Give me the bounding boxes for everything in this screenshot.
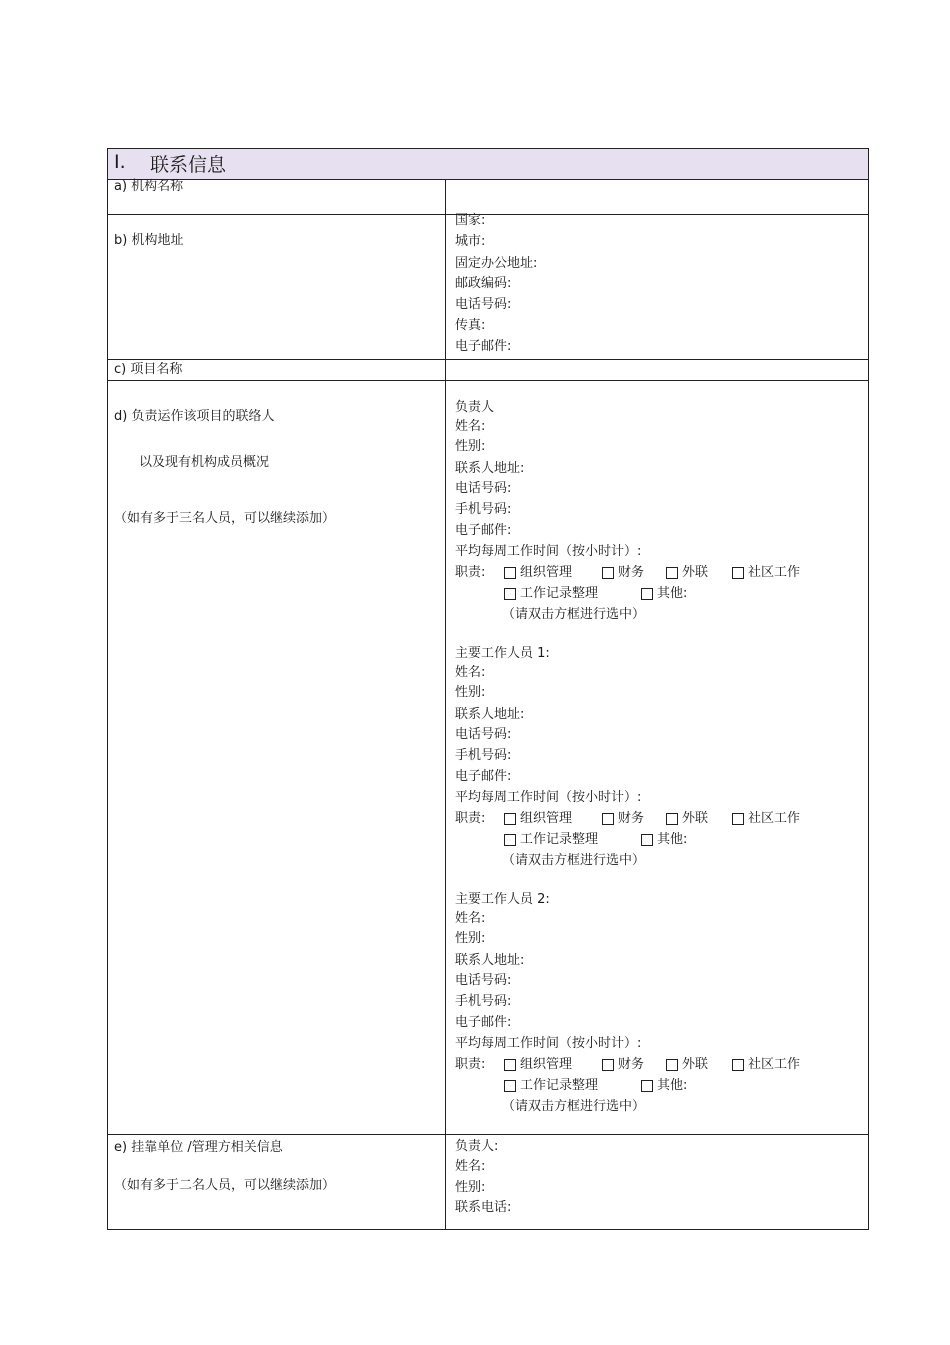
row-divider bbox=[108, 1134, 868, 1135]
person-field-label: 性别: bbox=[455, 685, 486, 700]
duty-option-label: 组织管理 bbox=[520, 811, 573, 826]
duty-hint: （请双击方框进行选中） bbox=[502, 607, 646, 622]
duty-option-label: 组织管理 bbox=[520, 1057, 573, 1072]
person-field-label: 姓名: bbox=[455, 665, 486, 680]
duty-option-label: 外联 bbox=[682, 811, 709, 826]
duty-checkbox[interactable] bbox=[666, 567, 678, 579]
address-field-label: 城市: bbox=[455, 234, 486, 249]
duty-option-label: 工作记录整理 bbox=[520, 1078, 599, 1093]
duty-checkbox[interactable] bbox=[504, 813, 516, 825]
duty-checkbox[interactable] bbox=[504, 1080, 516, 1092]
person-field-label: 姓名: bbox=[455, 911, 486, 926]
affiliation-field-label: 负责人: bbox=[455, 1139, 499, 1154]
person-field-label: 联系人地址: bbox=[455, 707, 525, 722]
person-field-label: 电子邮件: bbox=[455, 523, 512, 538]
person-field-label: 性别: bbox=[455, 931, 486, 946]
affiliation-field-label: 联系电话: bbox=[455, 1200, 512, 1215]
duty-option-label: 其他: bbox=[657, 832, 688, 847]
address-field-label: 传真: bbox=[455, 318, 486, 333]
duty-checkbox[interactable] bbox=[504, 1059, 516, 1071]
person-field-label: 电子邮件: bbox=[455, 1015, 512, 1030]
row-divider bbox=[108, 214, 868, 215]
duty-checkbox[interactable] bbox=[732, 1059, 744, 1071]
person-field-label: 手机号码: bbox=[455, 994, 512, 1009]
duty-option-label: 外联 bbox=[682, 565, 709, 580]
person-field-label: 电话号码: bbox=[455, 727, 512, 742]
person-field-label: 电话号码: bbox=[455, 973, 512, 988]
members-overview-label: 以及现有机构成员概况 bbox=[139, 455, 270, 470]
person-field-label: 联系人地址: bbox=[455, 461, 525, 476]
person-field-label: 电话号码: bbox=[455, 481, 512, 496]
duty-label: 职责: bbox=[455, 565, 486, 580]
duty-option-label: 财务 bbox=[618, 565, 645, 580]
address-field-label: 国家: bbox=[455, 213, 486, 228]
duty-checkbox[interactable] bbox=[504, 567, 516, 579]
section-header bbox=[108, 149, 868, 180]
person-field-label: 性别: bbox=[455, 439, 486, 454]
org-name-label: a) 机构名称 bbox=[114, 179, 184, 194]
duty-checkbox[interactable] bbox=[666, 1059, 678, 1071]
duty-label: 职责: bbox=[455, 811, 486, 826]
duty-option-label: 其他: bbox=[657, 586, 688, 601]
affiliation-label: e) 挂靠单位 /管理方相关信息 bbox=[114, 1140, 283, 1155]
duty-checkbox[interactable] bbox=[641, 1080, 653, 1092]
duty-checkbox[interactable] bbox=[504, 588, 516, 600]
section-title: 联系信息 bbox=[150, 154, 227, 176]
person-field-label: 手机号码: bbox=[455, 748, 512, 763]
duty-label: 职责: bbox=[455, 1057, 486, 1072]
duty-checkbox[interactable] bbox=[641, 834, 653, 846]
row-divider bbox=[108, 380, 868, 381]
duty-option-label: 其他: bbox=[657, 1078, 688, 1093]
person-heading: 负责人 bbox=[455, 400, 495, 415]
person-field-label: 平均每周工作时间（按小时计）: bbox=[455, 790, 642, 805]
duty-option-label: 工作记录整理 bbox=[520, 586, 599, 601]
duty-checkbox[interactable] bbox=[732, 567, 744, 579]
duty-checkbox[interactable] bbox=[602, 1059, 614, 1071]
person-field-label: 姓名: bbox=[455, 419, 486, 434]
duty-hint: （请双击方框进行选中） bbox=[502, 853, 646, 868]
duty-hint: （请双击方框进行选中） bbox=[502, 1099, 646, 1114]
person-field-label: 电子邮件: bbox=[455, 769, 512, 784]
affiliation-field-label: 姓名: bbox=[455, 1159, 486, 1174]
person-field-label: 手机号码: bbox=[455, 502, 512, 517]
person-heading: 主要工作人员 2: bbox=[455, 892, 550, 907]
address-field-label: 固定办公地址: bbox=[455, 256, 538, 271]
duty-option-label: 社区工作 bbox=[748, 1057, 801, 1072]
duty-checkbox[interactable] bbox=[641, 588, 653, 600]
duty-checkbox[interactable] bbox=[732, 813, 744, 825]
duty-option-label: 组织管理 bbox=[520, 565, 573, 580]
affiliation-field-label: 性别: bbox=[455, 1180, 486, 1195]
members-note: （如有多于三名人员，可以继续添加） bbox=[114, 511, 336, 526]
person-field-label: 联系人地址: bbox=[455, 953, 525, 968]
duty-checkbox[interactable] bbox=[666, 813, 678, 825]
duty-option-label: 社区工作 bbox=[748, 811, 801, 826]
duty-checkbox[interactable] bbox=[602, 567, 614, 579]
row-divider bbox=[108, 359, 868, 360]
contact-info-form bbox=[107, 148, 869, 1230]
person-field-label: 平均每周工作时间（按小时计）: bbox=[455, 544, 642, 559]
address-field-label: 电话号码: bbox=[455, 297, 512, 312]
duty-option-label: 社区工作 bbox=[748, 565, 801, 580]
person-heading: 主要工作人员 1: bbox=[455, 646, 550, 661]
section-number: I. bbox=[114, 151, 126, 173]
contact-person-label: d) 负责运作该项目的联络人 bbox=[114, 409, 275, 424]
org-address-label: b) 机构地址 bbox=[114, 233, 184, 248]
project-name-label: c) 项目名称 bbox=[114, 362, 183, 377]
duty-checkbox[interactable] bbox=[504, 834, 516, 846]
duty-option-label: 财务 bbox=[618, 811, 645, 826]
address-field-label: 邮政编码: bbox=[455, 276, 512, 291]
column-divider bbox=[445, 179, 446, 1229]
duty-option-label: 财务 bbox=[618, 1057, 645, 1072]
duty-option-label: 外联 bbox=[682, 1057, 709, 1072]
duty-checkbox[interactable] bbox=[602, 813, 614, 825]
affiliation-note: （如有多于二名人员，可以继续添加） bbox=[114, 1178, 336, 1193]
address-field-label: 电子邮件: bbox=[455, 339, 512, 354]
duty-option-label: 工作记录整理 bbox=[520, 832, 599, 847]
person-field-label: 平均每周工作时间（按小时计）: bbox=[455, 1036, 642, 1051]
